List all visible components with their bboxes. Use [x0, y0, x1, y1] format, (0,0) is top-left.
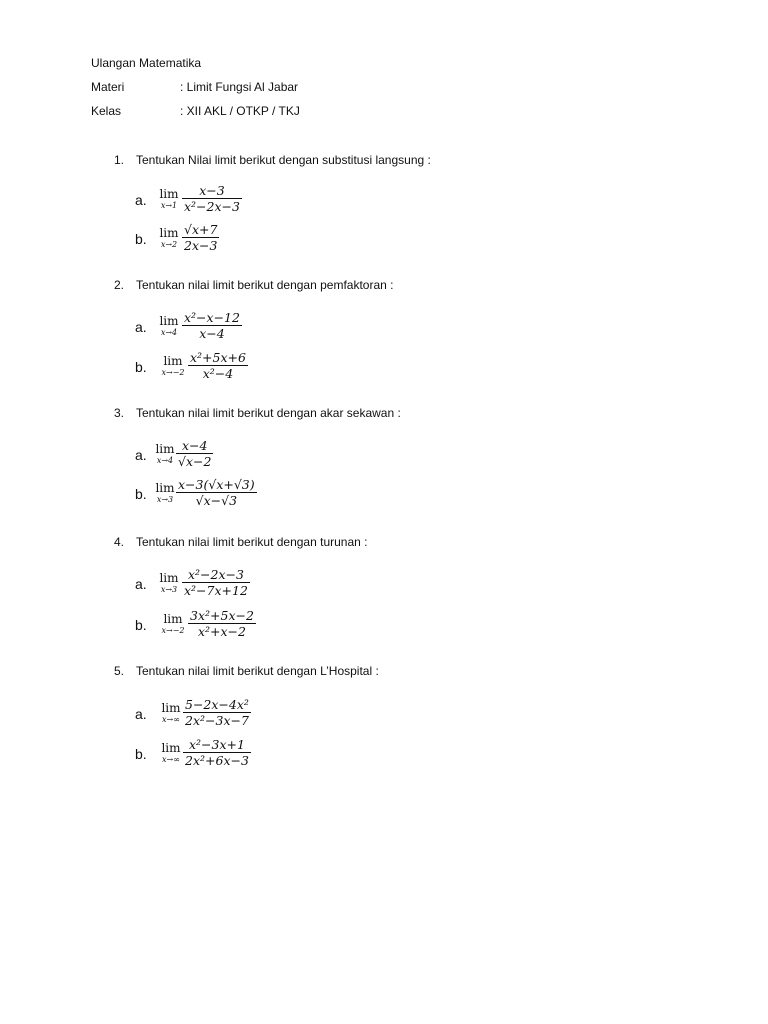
item-letter: a. — [135, 319, 147, 335]
limit-operator: lim x→2 — [151, 226, 187, 250]
question-3-heading — [114, 406, 401, 420]
limit-subscript: x→−2 — [161, 626, 185, 635]
limit-subscript: x→∞ — [162, 755, 180, 764]
item-letter: a. — [135, 447, 147, 463]
question-text: Tentukan nilai limit berikut dengan turunan : — [136, 535, 368, 549]
limit-subscript: x→1 — [160, 201, 178, 210]
question-4-heading — [114, 535, 367, 549]
limit-operator: lim x→4 — [151, 314, 187, 338]
item-letter: b. — [135, 486, 147, 502]
limit-fraction — [182, 183, 242, 214]
limit-fraction — [183, 737, 251, 768]
fraction-numerator: 5−2x−4x² — [185, 697, 249, 712]
item-letter: a. — [135, 576, 147, 592]
question-number: 1. — [114, 153, 125, 167]
fraction-denominator: x²+x−2 — [197, 624, 246, 639]
question-number: 3. — [114, 406, 125, 420]
limit-subscript: x→3 — [160, 585, 178, 594]
question-text: Tentukan nilai limit berikut dengan akar sekawan : — [136, 406, 401, 420]
fraction-numerator: x−3 — [182, 183, 242, 199]
materi-label: Materi — [91, 80, 125, 94]
kelas-label: Kelas — [91, 104, 122, 118]
fraction-numerator: x−3(√x+√3) — [178, 477, 255, 492]
limit-fraction — [176, 438, 213, 469]
fraction-denominator: x−4 — [199, 326, 225, 341]
question-number: 5. — [114, 664, 125, 678]
limit-fraction — [188, 350, 248, 381]
fraction-denominator: √x−2 — [178, 454, 212, 469]
kelas-value: : XII AKL / OTKP / TKJ — [180, 104, 300, 118]
item-letter: b. — [135, 231, 147, 247]
limit-operator: lim x→1 — [151, 187, 187, 211]
limit-subscript: x→−2 — [161, 368, 185, 377]
limit-subscript: x→2 — [160, 240, 178, 249]
fraction-numerator: √x+7 — [184, 222, 218, 237]
item-letter: b. — [135, 359, 147, 375]
fraction-numerator: 3x²+5x−2 — [190, 608, 254, 623]
limit-subscript: x→3 — [156, 495, 174, 504]
limit-operator: lim x→−2 — [155, 612, 191, 636]
materi-value: : Limit Fungsi Al Jabar — [180, 80, 299, 94]
question-text: Tentukan nilai limit berikut dengan pemfaktoran : — [136, 278, 394, 292]
item-letter: b. — [135, 746, 147, 762]
fraction-denominator: √x−√3 — [195, 493, 238, 508]
fraction-numerator: x²+5x+6 — [190, 350, 246, 365]
question-text: Tentukan nilai limit berikut dengan L’Hospital : — [136, 664, 379, 678]
materi-row — [91, 80, 391, 96]
limit-operator: lim x→−2 — [155, 354, 191, 378]
limit-operator: lim x→∞ — [153, 701, 189, 725]
fraction-denominator: x²−4 — [202, 366, 234, 381]
item-letter: a. — [135, 192, 147, 208]
limit-fraction — [182, 567, 250, 598]
fraction-denominator: 2x²−3x−7 — [185, 713, 249, 728]
fraction-denominator: 2x−3 — [184, 238, 218, 253]
limit-operator: lim x→3 — [147, 481, 183, 505]
question-number: 4. — [114, 535, 125, 549]
limit-operator: lim x→3 — [151, 571, 187, 595]
limit-operator: lim x→∞ — [153, 741, 189, 765]
question-5-heading — [114, 664, 379, 678]
question-number: 2. — [114, 278, 125, 292]
fraction-numerator: x²−2x−3 — [182, 567, 250, 583]
question-2-heading — [114, 278, 393, 292]
fraction-denominator: 2x²+6x−3 — [185, 753, 249, 768]
limit-fraction — [188, 608, 256, 639]
document-title: Ulangan Matematika — [91, 56, 202, 70]
limit-subscript: x→4 — [156, 456, 174, 465]
limit-fraction — [182, 310, 242, 341]
limit-fraction — [182, 222, 219, 253]
fraction-denominator: x²−2x−3 — [184, 199, 240, 214]
fraction-numerator: x²−3x+1 — [183, 737, 251, 753]
item-letter: a. — [135, 706, 147, 722]
fraction-numerator: x−4 — [176, 438, 213, 454]
limit-subscript: x→∞ — [162, 715, 180, 724]
item-letter: b. — [135, 617, 147, 633]
limit-operator: lim x→4 — [147, 442, 183, 466]
question-text: Tentukan Nilai limit berikut dengan substitusi langsung : — [136, 153, 431, 167]
limit-fraction — [176, 477, 257, 508]
kelas-row — [91, 104, 391, 120]
fraction-numerator: x²−x−12 — [184, 310, 240, 325]
question-1-heading — [114, 153, 431, 167]
limit-subscript: x→4 — [160, 328, 178, 337]
limit-fraction — [183, 697, 251, 728]
fraction-denominator: x²−7x+12 — [184, 583, 248, 598]
